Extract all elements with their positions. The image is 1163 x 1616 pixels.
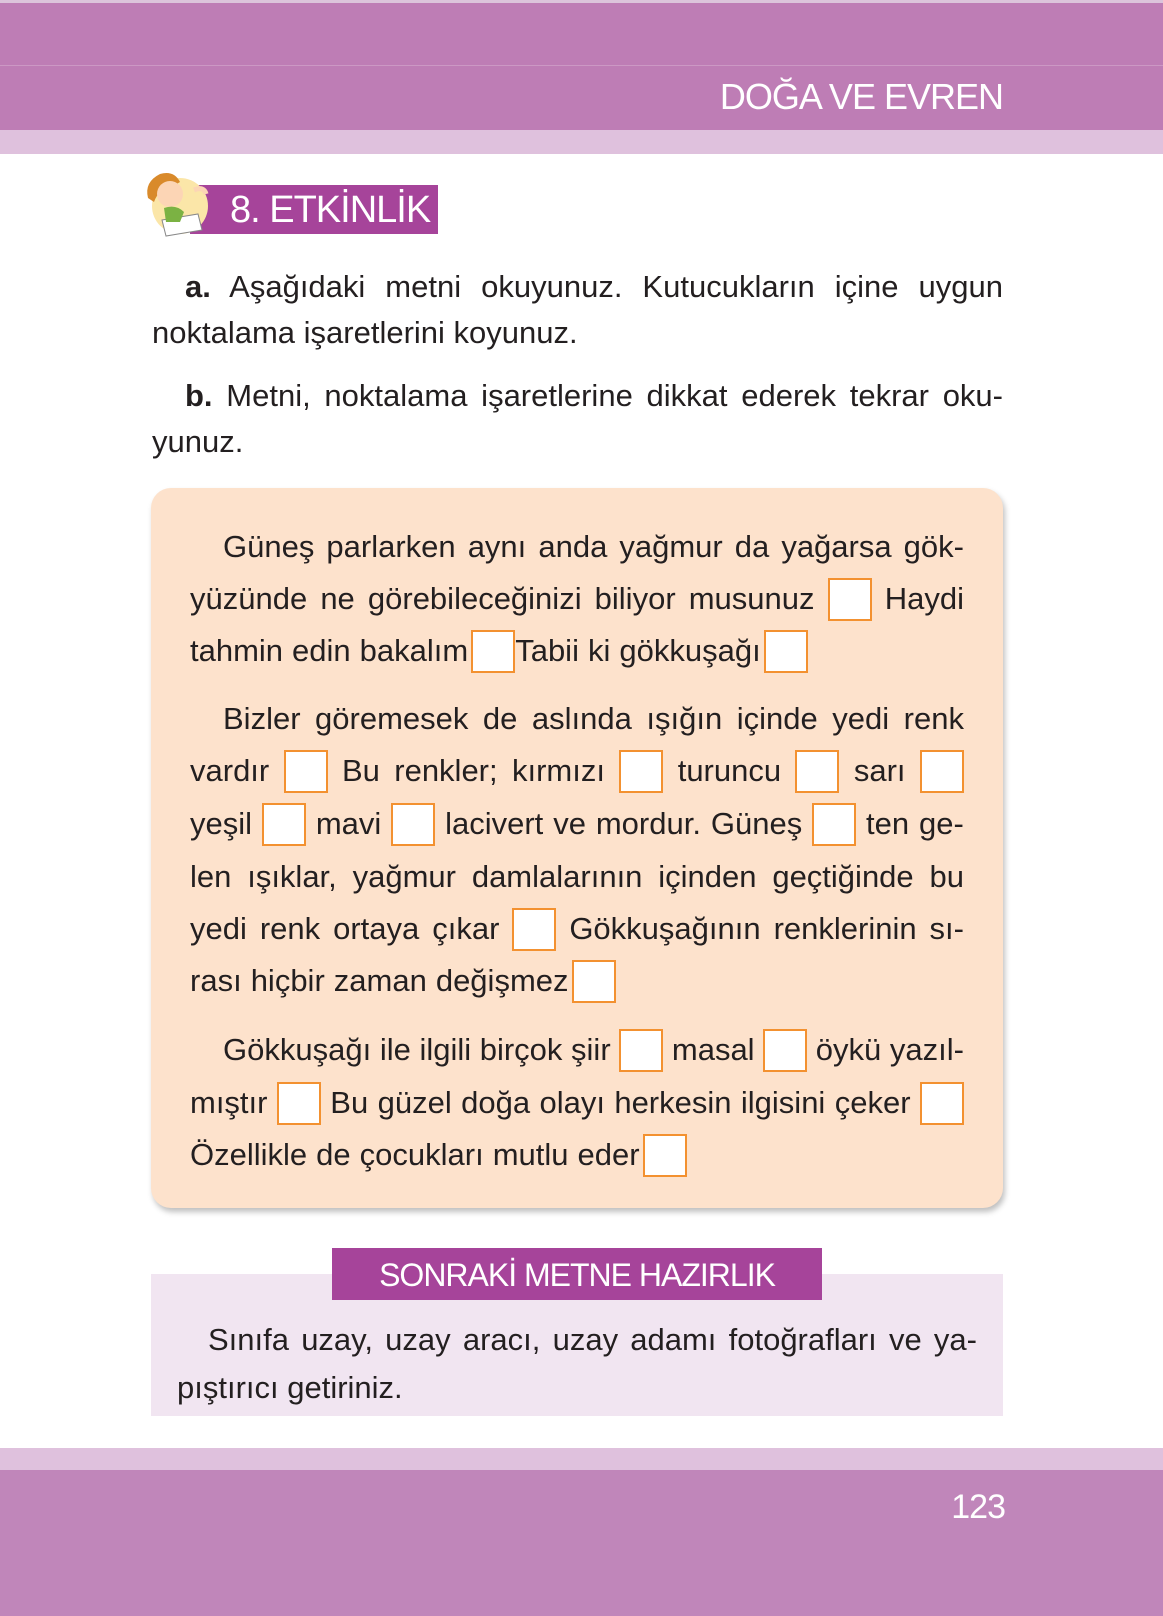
text-word: hiçbir [250, 963, 325, 998]
text-word: olayı [539, 1085, 605, 1120]
text-word: rası [190, 963, 242, 998]
header-stripe [0, 130, 1163, 154]
text-word: Özellikle [190, 1137, 308, 1172]
instruction-letter: a. [185, 269, 211, 304]
punctuation-answer-box[interactable] [619, 750, 663, 793]
instruction-b [152, 373, 1003, 465]
text-word: tahmin [190, 633, 284, 668]
text-line [190, 748, 964, 794]
page-header [0, 0, 1163, 130]
text-word: görebileceğinizi [367, 581, 582, 616]
text-word: ışıklar, [247, 859, 337, 894]
punctuation-answer-box[interactable] [277, 1082, 321, 1125]
page-number: 123 [951, 1488, 1005, 1526]
instruction-text: yunuz. [152, 424, 244, 459]
text-word: şiir [571, 1032, 611, 1067]
text-word: Bu [341, 753, 380, 788]
instruction-text: noktalama işaretlerini koyunuz. [152, 315, 578, 350]
prep-line: Sınıfa uzay, uzay aracı, uzay adamı fotoğrafları ve ya- [208, 1322, 977, 1357]
text-word: çeker [834, 1085, 911, 1120]
text-word: renk [903, 701, 964, 736]
text-word: yeşil [190, 806, 253, 841]
text-line [223, 524, 964, 570]
text-line [190, 1080, 964, 1126]
text-word: turuncu [677, 753, 782, 788]
punctuation-answer-box[interactable] [920, 1082, 964, 1125]
text-word: doğa [461, 1085, 531, 1120]
section-title: DOĞA VE EVREN [719, 76, 1003, 117]
instruction-a [152, 264, 1003, 356]
text-word: Güneş [710, 806, 803, 841]
text-word: bu [929, 859, 964, 894]
header-line [0, 0, 1163, 3]
header-divider [0, 65, 1163, 66]
text-word: birçok [479, 1032, 563, 1067]
text-word: renkler; [394, 753, 498, 788]
punctuation-answer-box[interactable] [572, 960, 616, 1003]
text-word: parlarken [326, 529, 456, 564]
text-word: yedi [832, 701, 890, 736]
text-word: yazıl- [889, 1032, 964, 1067]
text-word: ilgisini [740, 1085, 826, 1120]
activity-title: 8. ETKİNLİK [230, 189, 431, 231]
text-word: sarı [853, 753, 906, 788]
text-word: içinde [736, 701, 818, 736]
punctuation-answer-box[interactable] [284, 750, 328, 793]
text-word: gök- [903, 529, 964, 564]
text-word: mutlu [492, 1137, 569, 1172]
text-line [190, 576, 964, 622]
text-line [190, 958, 964, 1004]
text-word: eder [577, 1137, 640, 1172]
text-word: aslında [531, 701, 632, 736]
text-word: çıkar [432, 911, 500, 946]
text-word: ne [320, 581, 355, 616]
text-word: anda [538, 529, 608, 564]
text-word: de [316, 1137, 351, 1172]
text-word: yağmur [619, 529, 723, 564]
text-word: len [190, 859, 232, 894]
punctuation-answer-box[interactable] [391, 803, 435, 846]
reading-text-panel [151, 488, 1003, 1208]
text-word: renklerinin [773, 911, 917, 946]
girl-writing-icon [140, 168, 212, 240]
text-word: yedi [190, 911, 247, 946]
text-word: musunuz [688, 581, 815, 616]
text-word: güzel [377, 1085, 452, 1120]
punctuation-answer-box[interactable] [920, 750, 964, 793]
text-word: ilgili [419, 1032, 472, 1067]
text-word: aynı [467, 529, 527, 564]
punctuation-answer-box[interactable] [512, 908, 556, 951]
text-word: Tabii [515, 633, 579, 668]
punctuation-answer-box[interactable] [262, 803, 306, 846]
text-line [190, 628, 964, 674]
text-word: Haydi [884, 581, 964, 616]
instruction-text: Aşağıdaki metni okuyunuz. Kutucukların içine uygun [229, 269, 1003, 304]
text-word: mavi [315, 806, 382, 841]
punctuation-answer-box[interactable] [795, 750, 839, 793]
text-word: herkesin [614, 1085, 732, 1120]
text-word: çocukları [359, 1137, 484, 1172]
text-word: ve [553, 806, 586, 841]
punctuation-answer-box[interactable] [471, 630, 515, 673]
text-line [190, 906, 964, 952]
prep-line: pıştırıcı getiriniz. [177, 1370, 403, 1405]
text-line [223, 696, 964, 742]
text-word: yağarsa [781, 529, 892, 564]
instruction-letter: b. [185, 378, 213, 413]
text-word: da [734, 529, 770, 564]
next-text-prep-title: SONRAKİ METNE HAZIRLIK [332, 1248, 822, 1300]
text-word: biliyor [594, 581, 676, 616]
text-word: Gökkuşağının [569, 911, 761, 946]
text-word: damlalarının [471, 859, 643, 894]
punctuation-answer-box[interactable] [643, 1134, 687, 1177]
footer-stripe [0, 1448, 1163, 1470]
text-line [190, 854, 964, 900]
text-word: edin [292, 633, 351, 668]
text-word: ten [866, 806, 910, 841]
text-word: masal [671, 1032, 755, 1067]
text-line [190, 1132, 964, 1178]
text-word: içinden [658, 859, 757, 894]
text-word: ki [587, 633, 611, 668]
text-word: Güneş [223, 529, 315, 564]
punctuation-answer-box[interactable] [828, 578, 872, 621]
instruction-text: Metni, noktalama işaretlerine dikkat ederek tekrar oku- [226, 378, 1003, 413]
text-word: mıştır [190, 1085, 268, 1120]
text-word: ışığın [646, 701, 723, 736]
text-word: yağmur [352, 859, 456, 894]
text-word: vardır [190, 753, 270, 788]
text-word: ile [379, 1032, 411, 1067]
text-word: Gökkuşağı [223, 1032, 372, 1067]
text-word: yüzünde [190, 581, 308, 616]
next-text-prep-text [177, 1316, 977, 1412]
text-word: sı- [929, 911, 964, 946]
punctuation-answer-box[interactable] [763, 1029, 807, 1072]
text-word: geçtiğinde [772, 859, 914, 894]
text-word: Bu [330, 1085, 369, 1120]
text-line [190, 801, 964, 847]
text-word: renk [259, 911, 321, 946]
text-word: lacivert [445, 806, 544, 841]
text-word: ortaya [333, 911, 420, 946]
punctuation-answer-box[interactable] [812, 803, 856, 846]
text-word: bakalım [359, 633, 469, 668]
punctuation-answer-box[interactable] [619, 1029, 663, 1072]
text-word: değişmez [435, 963, 569, 998]
text-word: de [482, 701, 518, 736]
text-word: gökkuşağı [619, 633, 761, 668]
text-word: Bizler [223, 701, 301, 736]
text-word: göremesek [315, 701, 469, 736]
text-word: mordur. [595, 806, 701, 841]
text-word: zaman [333, 963, 427, 998]
text-word: öykü [815, 1032, 882, 1067]
text-word: kırmızı [511, 753, 605, 788]
text-line [223, 1027, 964, 1073]
text-word: ge- [919, 806, 964, 841]
punctuation-answer-box[interactable] [764, 630, 808, 673]
